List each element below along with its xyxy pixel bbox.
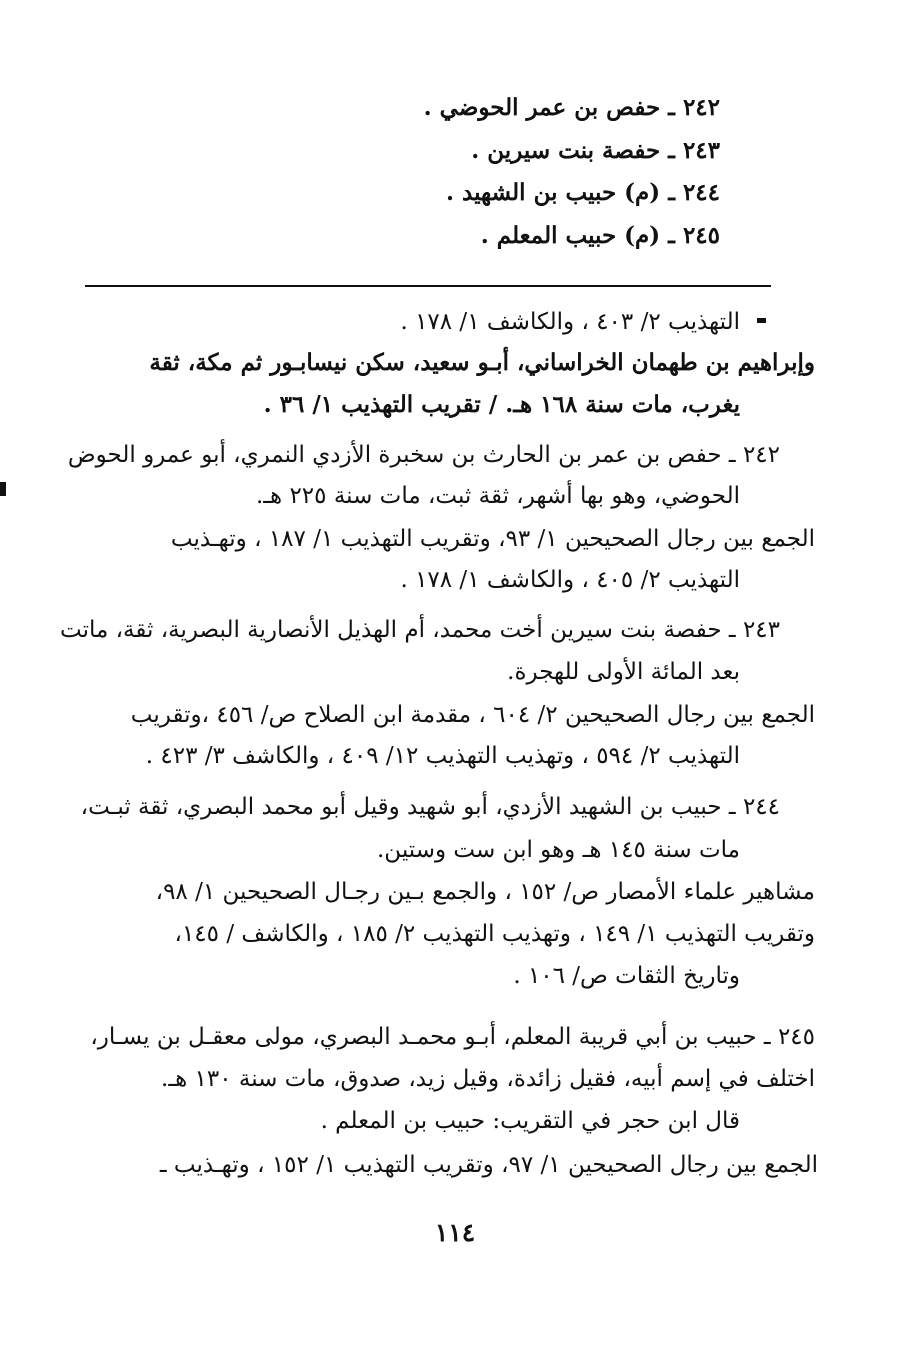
footnote-line: الحوضي، وهو بها أشهر، ثقة ثبت، مات سنة ٢٢٥ هـ. [255,483,740,509]
footnote-line: التهذيب ٢/ ٤٠٥ ، والكاشف ١/ ١٧٨ . [400,567,740,593]
footnote-line: ٢٤٤ ـ حبيب بن الشهيد الأزدي، أبو شهيد وقيل أبو محمد البصري، ثقة ثبـت، [80,794,780,820]
header-entry: ٢٤٣ ـ حفصة بنت سيرين . [471,137,720,164]
page-number: ١١٤ [434,1218,476,1247]
footnote-line: مات سنة ١٤٥ هـ وهو ابن ست وستين. [377,837,740,863]
page-edge-mark [0,482,6,496]
footnote-line: الجمع بين رجال الصحيحين ١/ ٩٣، وتقريب التهذيب ١/ ١٨٧ ، وتهـذيب [170,526,815,552]
header-entry: ٢٤٥ ـ (م) حبيب المعلم . [480,222,720,249]
footnote-bullet [757,318,766,323]
footnote-separator [85,285,771,287]
footnote-line: بعد المائة الأولى للهجرة. [507,659,740,685]
footnote-line: ٢٤٥ ـ حبيب بن أبي قريبة المعلم، أبـو محمـد البصري، مولى معقـل بن يسـار، [90,1024,815,1050]
footnote-line: التهذيب ٢/ ٤٠٣ ، والكاشف ١/ ١٧٨ . [400,309,740,335]
header-entry: ٢٤٤ ـ (م) حبيب بن الشهيد . [446,179,720,206]
footnote-line: التهذيب ٢/ ٥٩٤ ، وتهذيب التهذيب ١٢/ ٤٠٩ ، والكاشف ٣/ ٤٢٣ . [145,743,740,769]
footnote-line: اختلف في إسم أبيه، فقيل زائدة، وقيل زيد، صدوق، مات سنة ١٣٠ هـ. [161,1066,815,1092]
footnote-line: وتاريخ الثقات ص/ ١٠٦ . [513,963,740,989]
footnote-line: يغرب، مات سنة ١٦٨ هـ. / تقريب التهذيب ١/ ٣٦ . [263,391,740,418]
footnote-line: الجمع بين رجال الصحيحين ٢/ ٦٠٤ ، مقدمة ابن الصلاح ص/ ٤٥٦ ،وتقريب [130,702,815,728]
footnote-line: وإبراهيم بن طهمان الخراساني، أبـو سعيد، سكن نيسابـور ثم مكة، ثقة [149,349,815,376]
header-entry: ٢٤٢ ـ حفص بن عمر الحوضي . [423,94,720,121]
footnote-line: قال ابن حجر في التقريب: حبيب بن المعلم . [320,1108,740,1134]
footnote-line: الجمع بين رجال الصحيحين ١/ ٩٧، وتقريب التهذيب ١/ ١٥٢ ، وتهـذيب ـ [159,1152,818,1178]
footnote-line: ٢٤٣ ـ حفصة بنت سيرين أخت محمد، أم الهذيل الأنصارية البصرية، ثقة، ماتت [59,617,780,643]
footnote-line: وتقريب التهذيب ١/ ١٤٩ ، وتهذيب التهذيب ٢/ ١٨٥ ، والكاشف / ١٤٥، [174,921,815,947]
footnote-line: ٢٤٢ ـ حفص بن عمر بن الحارث بن سخبرة الأزدي النمري، أبو عمرو الحوض [67,442,780,468]
footnote-line: مشاهير علماء الأمصار ص/ ١٥٢ ، والجمع بـين رجـال الصحيحين ١/ ٩٨، [155,879,815,905]
